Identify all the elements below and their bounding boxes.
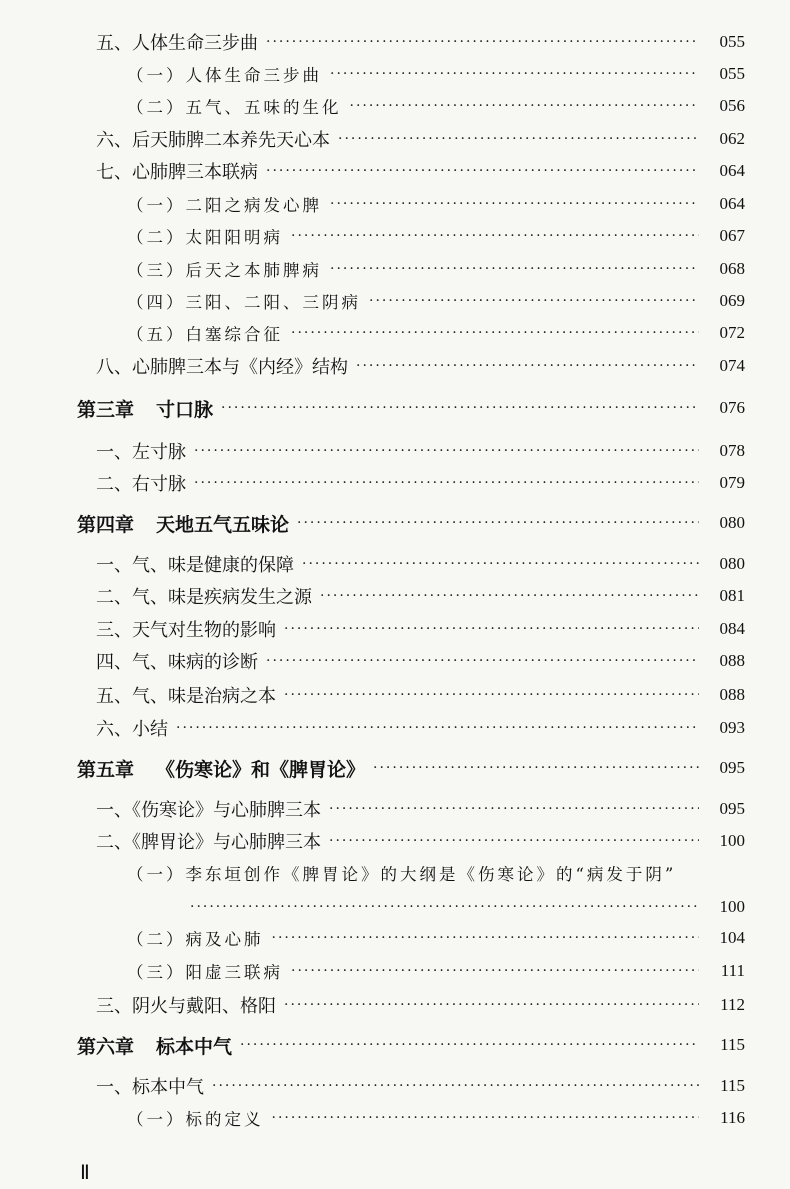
page-number: 088 <box>719 651 745 670</box>
dot-leader <box>291 318 699 348</box>
dot-leader <box>212 1071 699 1101</box>
dot-leader <box>329 794 699 824</box>
dot-leader <box>194 468 699 498</box>
toc-entry[interactable] <box>0 286 790 316</box>
toc-entry[interactable] <box>0 318 790 348</box>
toc-entry-title: 二、气、味是疾病发生之源 <box>96 587 312 608</box>
toc-entry-title: 七、心肺脾三本联病 <box>96 162 258 183</box>
chapter-number: 第五章 <box>77 758 135 781</box>
toc-entry-title: （三）阳虚三联病 <box>127 963 283 982</box>
toc-entry-title: （一）李东垣创作《脾胃论》的大纲是《伤寒论》的“病发于阴” <box>127 865 677 884</box>
page-number: 055 <box>719 32 745 51</box>
dot-leader <box>297 508 699 538</box>
toc-entry[interactable] <box>0 858 790 888</box>
toc-entry[interactable] <box>0 990 790 1020</box>
dot-leader <box>356 351 699 381</box>
dot-leader <box>240 1030 699 1060</box>
toc-entry-title: 八、心肺脾三本与《内经》结构 <box>96 357 348 378</box>
toc-entry[interactable] <box>0 27 790 57</box>
toc-entry-title: （一）二阳之病发心脾 <box>127 196 322 215</box>
dot-leader <box>329 826 699 856</box>
toc-entry[interactable] <box>0 614 790 644</box>
toc-entry[interactable] <box>0 1103 790 1133</box>
page-number: 104 <box>719 928 745 947</box>
toc-entry-title: （四）三阳、二阳、三阴病 <box>127 293 361 312</box>
page-number: 093 <box>719 718 745 737</box>
toc-entry[interactable] <box>0 826 790 856</box>
page-number: 055 <box>719 64 745 83</box>
toc-entry[interactable] <box>0 892 790 922</box>
dot-leader <box>338 124 699 154</box>
toc-entry[interactable] <box>0 581 790 611</box>
toc-entry-title: 一、左寸脉 <box>96 442 186 463</box>
dot-leader <box>302 549 699 579</box>
toc-entry-title: 二、右寸脉 <box>96 474 186 495</box>
page-number: 064 <box>719 161 745 180</box>
toc-entry[interactable] <box>0 124 790 154</box>
page-number: 064 <box>719 194 745 213</box>
toc-entry-title: 三、天气对生物的影响 <box>96 620 276 641</box>
page-number: 115 <box>720 1035 745 1054</box>
toc-entry[interactable] <box>0 189 790 219</box>
toc-entry-title: 一、《伤寒论》与心肺脾三本 <box>96 800 321 821</box>
toc-entry-title: （二）病及心肺 <box>127 930 264 949</box>
dot-leader <box>266 156 699 186</box>
chapter-number: 第四章 <box>77 513 135 536</box>
toc-entry[interactable] <box>0 713 790 743</box>
page-number: 076 <box>719 398 745 417</box>
toc-chapter-row[interactable] <box>0 753 790 783</box>
page-number: 095 <box>719 758 745 777</box>
toc-entry-title: （三）后天之本肺脾病 <box>127 261 322 280</box>
toc-entry[interactable] <box>0 156 790 186</box>
dot-leader <box>369 286 699 316</box>
toc-entry-title <box>77 755 365 782</box>
dot-leader <box>284 614 699 644</box>
page-folio: Ⅱ <box>80 1162 90 1184</box>
toc-entry[interactable] <box>0 956 790 986</box>
page-number: 079 <box>719 473 745 492</box>
dot-leader <box>221 393 699 423</box>
page-number: 068 <box>719 259 745 278</box>
toc-entry[interactable] <box>0 646 790 676</box>
page-number: 072 <box>719 323 745 342</box>
toc-entry-title <box>77 1032 232 1059</box>
chapter-title: 天地五气五味论 <box>156 513 290 536</box>
chapter-title: 《伤寒论》和《脾胃论》 <box>156 758 366 781</box>
dot-leader <box>272 1103 700 1133</box>
dot-leader <box>373 753 699 783</box>
dot-leader <box>350 91 700 121</box>
toc-entry-title: 五、气、味是治病之本 <box>96 686 276 707</box>
dot-leader <box>284 680 699 710</box>
toc-entry[interactable] <box>0 923 790 953</box>
dot-leader <box>266 646 699 676</box>
page-number: 056 <box>719 96 745 115</box>
toc-entry[interactable] <box>0 680 790 710</box>
chapter-number: 第六章 <box>77 1035 135 1058</box>
toc-entry-title <box>77 395 213 422</box>
toc-entry-title: （五）白塞综合征 <box>127 325 283 344</box>
toc-entry[interactable] <box>0 468 790 498</box>
toc-entry-title: 四、气、味病的诊断 <box>96 652 258 673</box>
toc-entry[interactable] <box>0 436 790 466</box>
toc-entry[interactable] <box>0 351 790 381</box>
page-number: 069 <box>719 291 745 310</box>
dot-leader <box>266 27 699 57</box>
page-number: 116 <box>720 1108 745 1127</box>
dot-leader <box>291 956 699 986</box>
toc-entry[interactable] <box>0 91 790 121</box>
toc-entry[interactable] <box>0 59 790 89</box>
dot-leader <box>190 892 699 922</box>
toc-entry-title: 六、后天肺脾二本养先天心本 <box>96 130 330 151</box>
dot-leader <box>330 189 699 219</box>
page-number: 062 <box>719 129 745 148</box>
toc-entry-title: 六、小结 <box>96 719 168 740</box>
toc-entry[interactable] <box>0 1071 790 1101</box>
page-number: 095 <box>719 799 745 818</box>
page-number: 084 <box>719 619 745 638</box>
toc-entry[interactable] <box>0 794 790 824</box>
toc-entry[interactable] <box>0 221 790 251</box>
dot-leader <box>330 254 699 284</box>
page-number: 115 <box>720 1076 745 1095</box>
toc-entry-title: （一）标的定义 <box>127 1110 264 1129</box>
page-number: 100 <box>719 897 745 916</box>
page-number: 100 <box>719 831 745 850</box>
toc-entry-title: 一、标本中气 <box>96 1077 204 1098</box>
page-number: 078 <box>719 441 745 460</box>
dot-leader <box>176 713 699 743</box>
toc-entry-title: 五、人体生命三步曲 <box>96 33 258 54</box>
dot-leader <box>320 581 699 611</box>
page-number: 067 <box>719 226 745 245</box>
page-number: 112 <box>720 995 745 1014</box>
dot-leader <box>291 221 699 251</box>
toc-chapter-row[interactable] <box>0 508 790 538</box>
toc-chapter-row[interactable] <box>0 1030 790 1060</box>
page-number: 111 <box>720 961 745 980</box>
toc-entry[interactable] <box>0 549 790 579</box>
chapter-title: 寸口脉 <box>156 398 214 421</box>
dot-leader <box>284 990 699 1020</box>
chapter-title: 标本中气 <box>156 1035 233 1058</box>
chapter-number: 第三章 <box>77 398 135 421</box>
toc-entry-title: 一、气、味是健康的保障 <box>96 555 294 576</box>
toc-entry-title: （二）五气、五味的生化 <box>127 98 342 117</box>
dot-leader <box>272 923 700 953</box>
toc-entry-title: 三、阴火与戴阳、格阳 <box>96 996 276 1017</box>
toc-chapter-row[interactable] <box>0 393 790 423</box>
dot-leader <box>194 436 699 466</box>
page-number: 081 <box>719 586 745 605</box>
page-number: 088 <box>719 685 745 704</box>
toc-entry-title: （二）太阳阳明病 <box>127 228 283 247</box>
dot-leader <box>330 59 699 89</box>
page-number: 080 <box>719 513 745 532</box>
toc-entry[interactable] <box>0 254 790 284</box>
toc-entry-title: 二、《脾胃论》与心肺脾三本 <box>96 832 321 853</box>
page-number: 074 <box>719 356 745 375</box>
toc-entry-title: （一）人体生命三步曲 <box>127 66 322 85</box>
toc-entry-title <box>77 510 289 537</box>
page-number: 080 <box>719 554 745 573</box>
